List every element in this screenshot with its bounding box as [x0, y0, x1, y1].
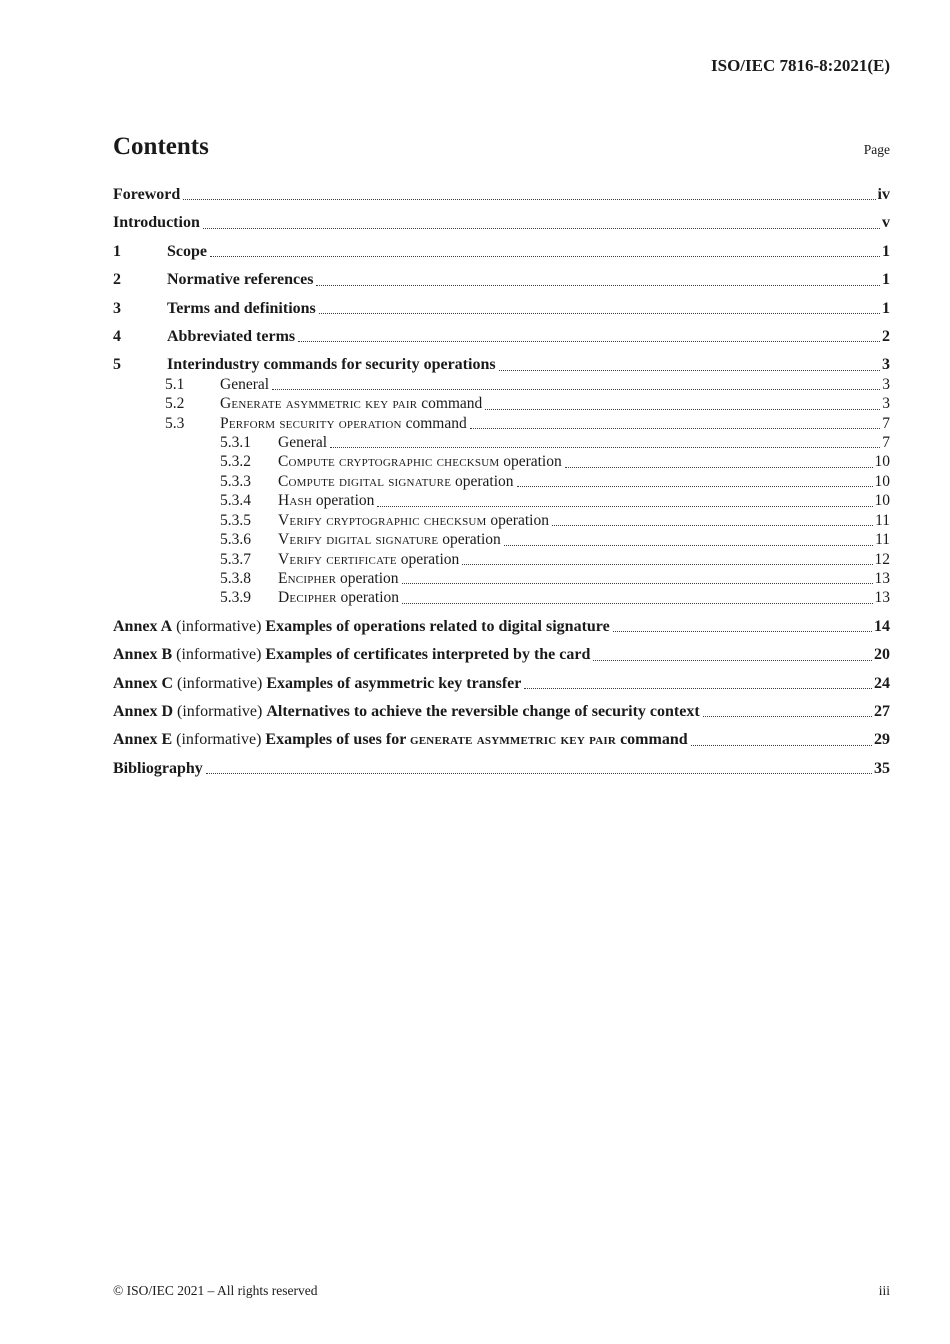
toc-row-5-3 [113, 414, 890, 433]
toc-title: Bibliography [113, 759, 203, 777]
toc-clause-number: 5.3.2 [220, 453, 251, 471]
toc-row-5-3-9 [113, 588, 890, 607]
toc-title: Perform security operation command [220, 414, 467, 432]
dot-leader [316, 285, 880, 286]
running-footer [113, 1282, 890, 1299]
toc-page-number: 7 [882, 434, 890, 452]
folio-page-number: iii [878, 1283, 890, 1298]
dot-leader [462, 564, 872, 565]
toc-page-number: 7 [882, 414, 890, 432]
dot-leader [377, 506, 872, 507]
toc-title: Terms and definitions [167, 299, 316, 317]
toc-row-5-3-2 [113, 452, 890, 471]
toc-clause-number: 5.3.6 [220, 531, 251, 549]
toc-clause-number: 5.3.9 [220, 589, 251, 607]
toc-clause-number: 5.3.7 [220, 550, 251, 568]
toc-clause-number: 3 [113, 299, 121, 317]
toc-row-annex-d [113, 702, 890, 721]
dot-leader [565, 467, 873, 468]
toc-title: Annex D (informative) Alternatives to achieve the reversible change of security context [113, 702, 700, 720]
toc-title: Interindustry commands for security operations [167, 356, 496, 374]
toc-clause-number: 5.3.1 [220, 434, 251, 452]
toc-row-5-3-5 [113, 511, 890, 530]
dot-leader [517, 486, 873, 487]
toc-clause-number: 5.3.5 [220, 511, 251, 529]
toc-title: General [220, 375, 270, 393]
dot-leader [330, 447, 880, 448]
dot-leader [552, 525, 873, 526]
dot-leader [203, 228, 880, 229]
dot-leader [210, 256, 880, 257]
toc-title: Normative references [167, 271, 314, 289]
dot-leader [504, 545, 873, 546]
toc-row-clause-5 [113, 355, 890, 374]
dot-leader [402, 603, 872, 604]
toc-page-number: 12 [874, 550, 890, 568]
toc-title: Annex E (informative) Examples of uses for generate asymmetric key pair command [113, 731, 688, 749]
toc-page-number: 10 [874, 492, 890, 510]
toc-clause-number: 2 [113, 271, 121, 289]
dot-leader [485, 409, 880, 410]
toc-clause-number: 5.3.4 [220, 492, 251, 510]
toc-page-number: 10 [874, 453, 890, 471]
toc-title: Hash operation [278, 492, 375, 510]
toc-clause-number: 5.1 [165, 375, 185, 393]
dot-leader [298, 341, 880, 342]
toc-page-number: 3 [882, 356, 890, 374]
toc-row-foreword [113, 185, 890, 204]
toc-title: Compute digital signature operation [278, 472, 514, 490]
contents-heading-bar [113, 132, 890, 161]
toc-clause-number: 5.2 [165, 395, 185, 413]
toc-page-number: 3 [882, 375, 890, 393]
toc-page-number: iv [877, 186, 890, 203]
toc-title: Foreword [113, 186, 181, 203]
toc-page-number: 3 [882, 395, 890, 413]
toc-row-5-3-7 [113, 550, 890, 569]
dot-leader [319, 313, 880, 314]
toc-row-bibliography [113, 759, 890, 778]
toc-row-annex-a [113, 617, 890, 636]
dot-leader [499, 370, 880, 371]
toc-clause-number: 5.3 [165, 414, 185, 432]
dot-leader [703, 716, 872, 717]
toc-title: Scope [167, 242, 207, 260]
toc-page-number: 10 [874, 472, 890, 490]
toc-row-annex-e [113, 730, 890, 749]
toc-title: Annex C (informative) Examples of asymmetric key transfer [113, 674, 522, 692]
toc-title: Abbreviated terms [167, 328, 296, 346]
table-of-contents [113, 185, 890, 778]
toc-page-number: 35 [874, 759, 890, 777]
toc-title: Annex B (informative) Examples of certificates interpreted by the card [113, 646, 591, 664]
toc-row-5-3-4 [113, 491, 890, 510]
toc-row-clause-3 [113, 299, 890, 318]
dot-leader [613, 631, 872, 632]
toc-clause-number: 5.3.3 [220, 472, 251, 490]
toc-row-clause-2 [113, 270, 890, 289]
toc-page-number: 29 [874, 731, 890, 749]
toc-page-number: 1 [882, 299, 890, 317]
toc-page-number: 13 [874, 589, 890, 607]
dot-leader [470, 428, 881, 429]
toc-row-5-2 [113, 394, 890, 413]
toc-page-number: 14 [874, 617, 890, 635]
copyright-notice: © ISO/IEC 2021 – All rights reserved [113, 1283, 318, 1298]
toc-title: Verify cryptographic checksum operation [278, 511, 549, 529]
toc-title: Compute cryptographic checksum operation [278, 453, 562, 471]
toc-clause-number: 5 [113, 356, 121, 374]
toc-page-number: 11 [875, 511, 890, 529]
toc-page-number: 11 [875, 531, 890, 549]
toc-page-number: 2 [882, 328, 890, 346]
document-reference: ISO/IEC 7816-8:2021(E) [711, 56, 890, 75]
toc-row-5-1 [113, 375, 890, 394]
toc-page-number: 27 [874, 702, 890, 720]
page-column-label: Page [863, 142, 890, 157]
toc-row-introduction [113, 213, 890, 232]
toc-row-5-3-1 [113, 433, 890, 452]
toc-page-number: 1 [882, 271, 890, 289]
toc-title: Annex A (informative) Examples of operations related to digital signature [113, 617, 610, 635]
toc-page-number: 20 [874, 646, 890, 664]
toc-title: Verify certificate operation [278, 550, 460, 568]
dot-leader [206, 773, 872, 774]
toc-row-5-3-6 [113, 530, 890, 549]
toc-title: General [278, 434, 328, 452]
toc-clause-number: 5.3.8 [220, 569, 251, 587]
dot-leader [183, 199, 875, 200]
toc-page-number: v [882, 214, 890, 232]
toc-title: Encipher operation [278, 569, 399, 587]
toc-row-clause-4 [113, 327, 890, 346]
toc-clause-number: 4 [113, 328, 121, 346]
dot-leader [593, 660, 872, 661]
running-header [113, 0, 890, 76]
toc-row-annex-c [113, 674, 890, 693]
dot-leader [691, 745, 872, 746]
toc-title: Introduction [113, 214, 200, 232]
toc-row-5-3-8 [113, 569, 890, 588]
toc-title: Generate asymmetric key pair command [220, 395, 483, 413]
toc-title: Verify digital signature operation [278, 531, 501, 549]
dot-leader [402, 583, 873, 584]
toc-page-number: 1 [882, 242, 890, 260]
toc-page-number: 24 [874, 674, 890, 692]
dot-leader [272, 389, 880, 390]
toc-page-number: 13 [874, 569, 890, 587]
toc-title: Decipher operation [278, 589, 400, 607]
contents-title: Contents [113, 133, 209, 160]
toc-clause-number: 1 [113, 242, 121, 260]
toc-row-clause-1 [113, 242, 890, 261]
dot-leader [524, 688, 872, 689]
toc-row-5-3-3 [113, 472, 890, 491]
toc-row-annex-b [113, 645, 890, 664]
